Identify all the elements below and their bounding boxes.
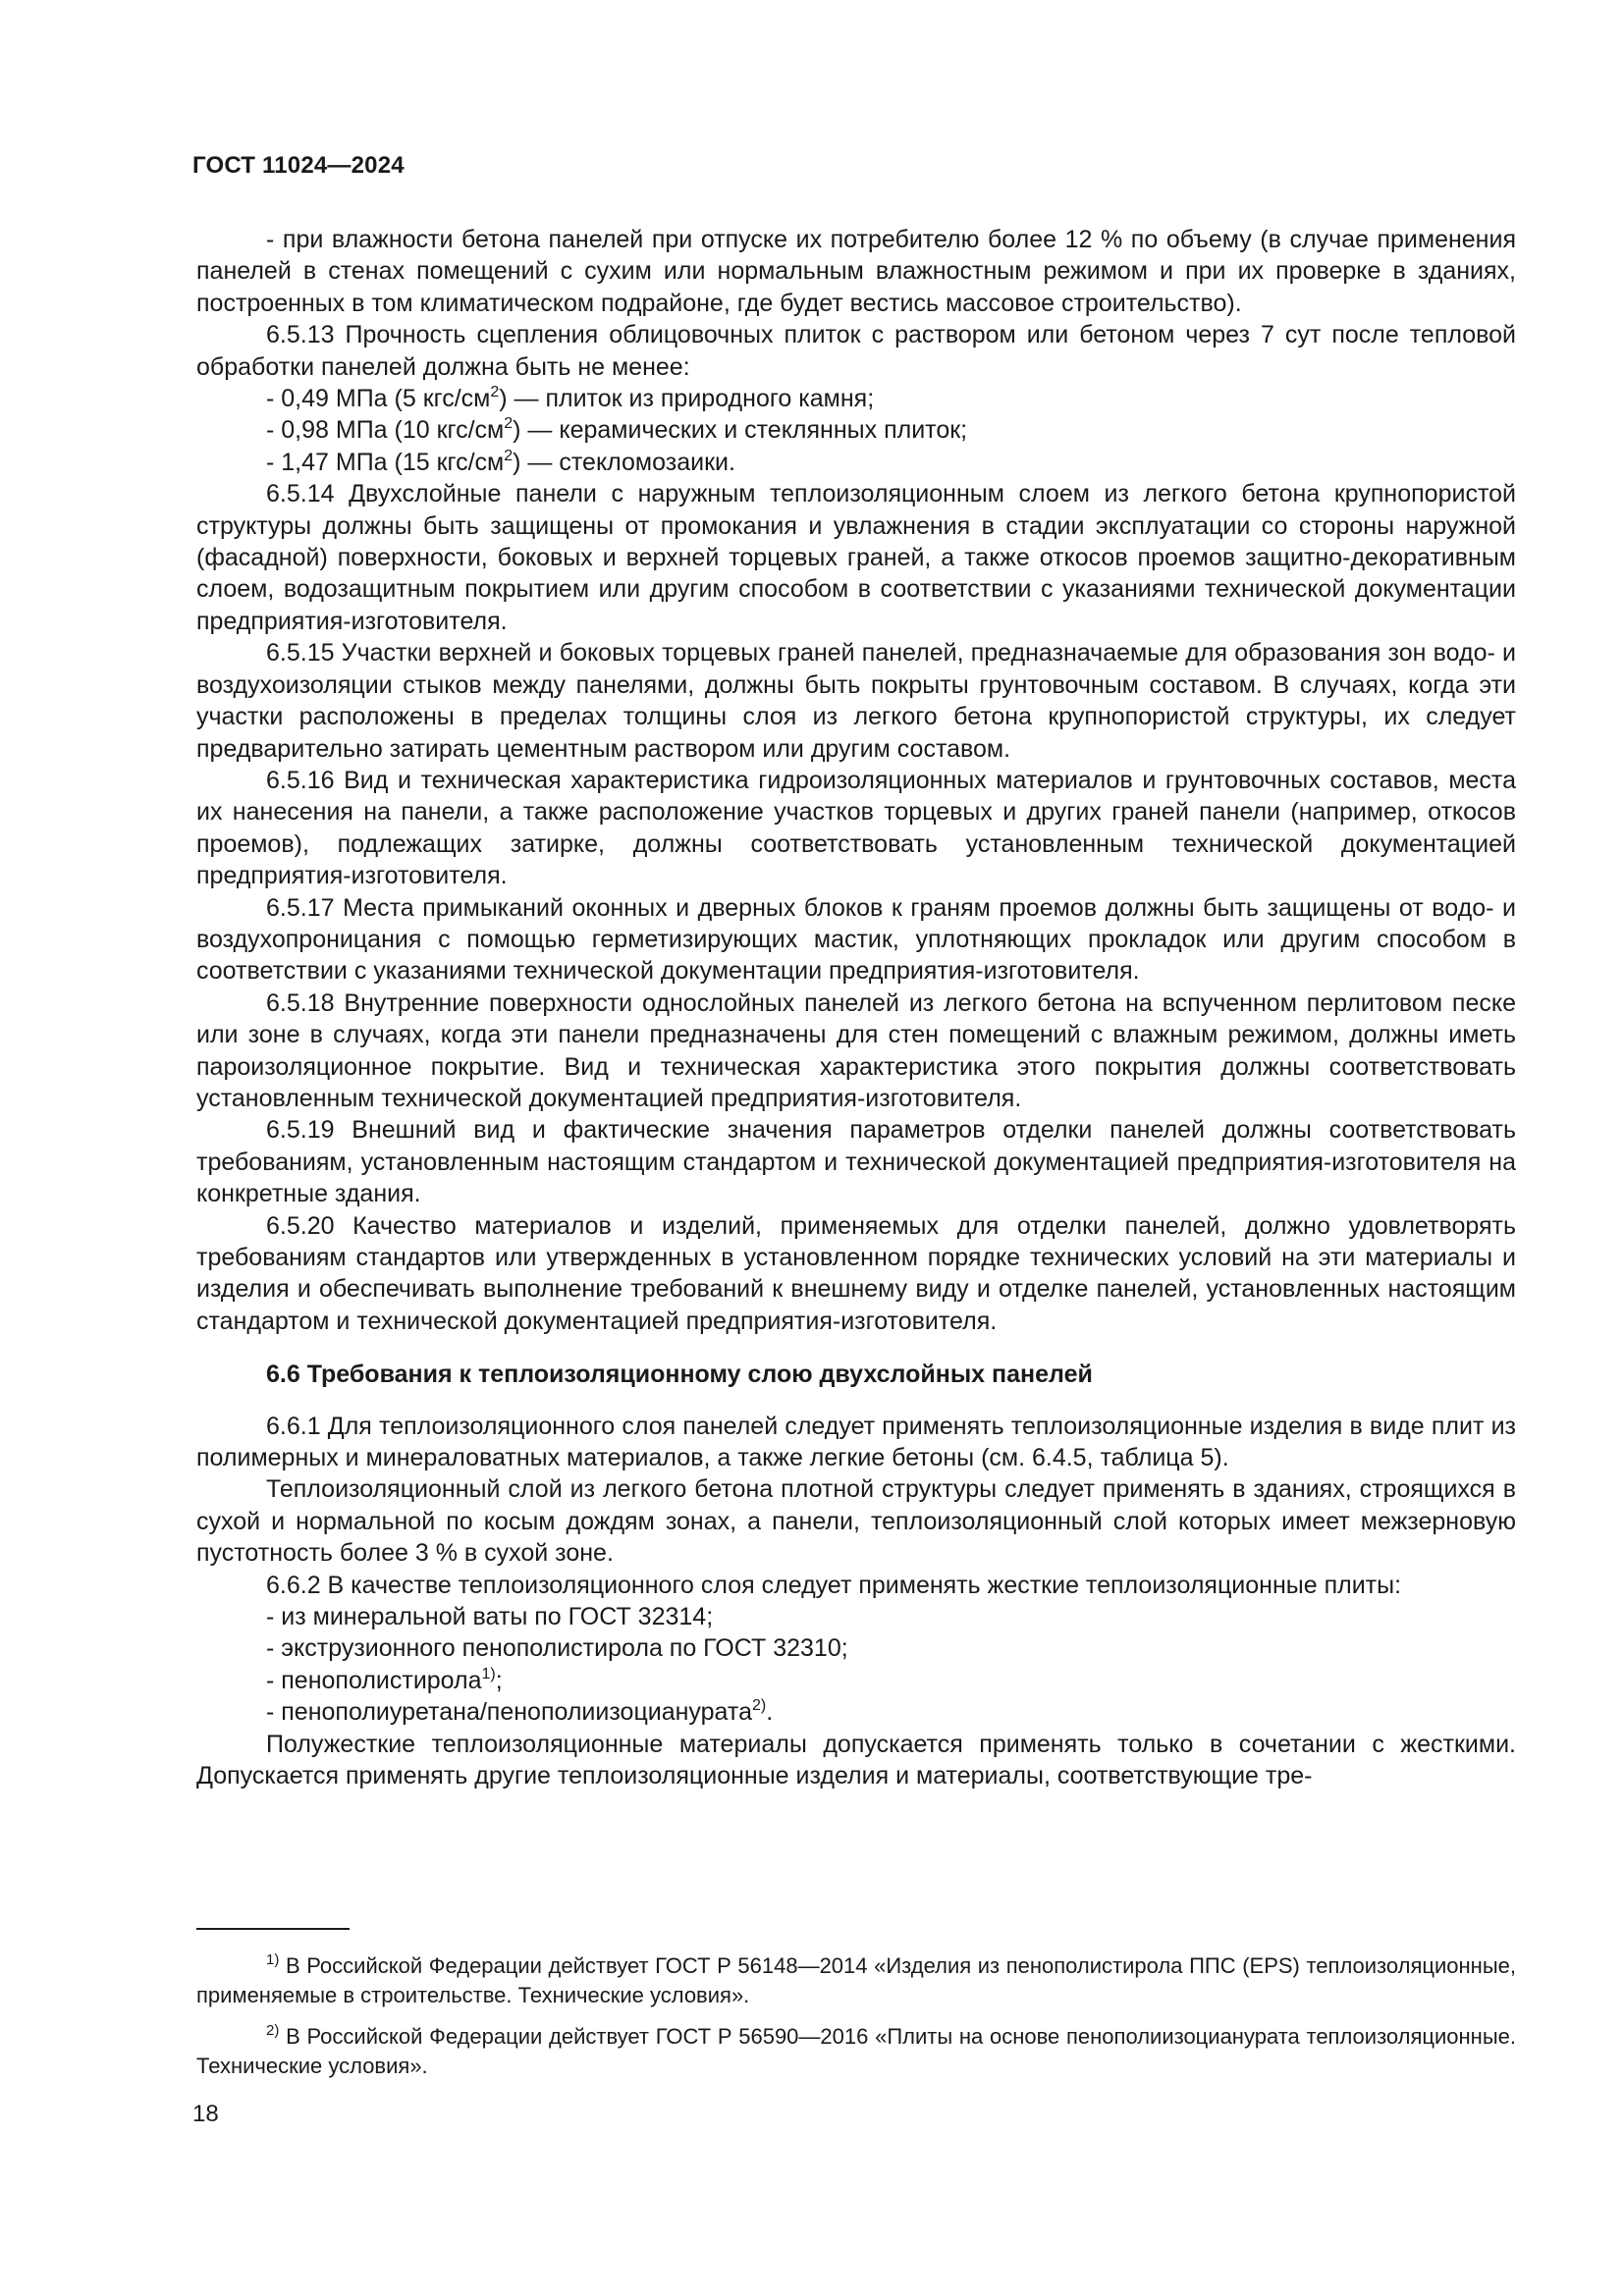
paragraph-6-5-19: 6.5.19 Внешний вид и фактические значения параметров отделки панелей должны соответствовать требованиям, установленным настоящим стандартом и технической документацией предприятия-изготовителя на конкретные здания.: [196, 1116, 1516, 1208]
square-exponent: 2: [490, 384, 500, 401]
list-item-098: [196, 414, 1516, 446]
paragraph-6-5-18: 6.5.18 Внутренние поверхности однослойных панелей из легкого бетона на вспученном перлитовом песке или зоне в случаях, когда эти панели предназначены для стен помещений с влажным режимом, должны иметь пароизоляционное покрытие. Вид и техническая характеристика этого покрытия должны соответствовать установленным технической документацией предприятия-изготовителя.: [196, 988, 1516, 1112]
list-item-extruded-eps: - экструзионного пенополистирола по ГОСТ 32310;: [266, 1634, 848, 1663]
list-item-098-end: ) — керамических и стеклянных плиток;: [513, 416, 968, 445]
main-text: [196, 224, 1516, 1792]
paragraph-6-5-20: 6.5.20 Качество материалов и изделий, применяемых для отделки панелей, должно удовлетворять требованиям стандартов или утвержденных в установленном порядке технических условий на эти материалы и изделия и обеспечивать выполнение требований к внешнему виду и отделке панелей, установленных настоящим стандартом и технической документацией предприятия-изготовителя.: [196, 1211, 1516, 1335]
list-item-098-start: - 0,98 МПа (10 кгс/см: [266, 416, 505, 445]
list-item-pur-text: - пенополиуретана/пенополиизоцианурата: [266, 1698, 752, 1727]
paragraph-moisture: - при влажности бетона панелей при отпуске их потребителю более 12 % по объему (в случае применения панелей в стенах помещений с сухим или нормальным влажностным режимом и при их проверке в зданиях, построенных в том климатическом подрайоне, где будет вестись массовое строительство).: [196, 226, 1516, 317]
list-item-049: [196, 383, 1516, 414]
list-item-eps: [196, 1665, 1516, 1696]
footnote-mark: 2): [266, 2022, 280, 2039]
footnote-mark: 1): [266, 1951, 280, 1968]
paragraph-6-5-13: 6.5.13 Прочность сцепления облицовочных плиток с раствором или бетоном через 7 сут после тепловой обработки панелей должна быть не менее:: [196, 321, 1516, 381]
list-item-147-start: - 1,47 МПа (15 кгс/см: [266, 448, 505, 476]
paragraph-6-6-2: 6.6.2 В качестве теплоизоляционного слоя следует применять жесткие теплоизоляционные плиты:: [266, 1571, 1402, 1599]
section-heading-6-6: 6.6 Требования к теплоизоляционному слою двухслойных панелей: [266, 1361, 1093, 1389]
page-number: 18: [192, 2101, 219, 2127]
list-item-049-start: - 0,49 МПа (5 кгс/см: [266, 385, 491, 413]
square-exponent: 2: [504, 447, 514, 464]
paragraph-6-6-1: 6.6.1 Для теплоизоляционного слоя панелей следует применять теплоизоляционные изделия в виде плит из полимерных и минераловатных материалов, а также легкие бетоны (см. 6.4.5, таблица 5).: [196, 1412, 1516, 1472]
list-item-147: [196, 447, 1516, 478]
footnote-1: [196, 1951, 1516, 2010]
document-code-header: ГОСТ 11024—2024: [192, 152, 405, 179]
list-item-eps-end: ;: [495, 1666, 503, 1694]
footnotes: [196, 1951, 1516, 2093]
list-item-pur: [196, 1696, 1516, 1728]
paragraph-6-5-15: 6.5.15 Участки верхней и боковых торцевых граней панелей, предназначаемые для образования зон водо- и воздухоизоляции стыков между панелями, должны быть покрыты грунтовочным составом. В случаях, когда эти участки расположены в пределах толщины слоя из легкого бетона крупнопористой структуры, их следует предварительно затирать цементным раствором или другим составом.: [196, 639, 1516, 763]
footnote-2: [196, 2022, 1516, 2081]
list-item-eps-text: - пенополистирола: [266, 1666, 482, 1694]
list-item-pur-end: .: [766, 1698, 774, 1727]
list-item-mineral-wool: - из минеральной ваты по ГОСТ 32314;: [266, 1603, 714, 1631]
footnote-separator: [196, 1928, 350, 1930]
paragraph-semi-rigid: Полужесткие теплоизоляционные материалы допускается применять только в сочетании с жесткими. Допускается применять другие теплоизоляционные изделия и материалы, соответствующие тре-: [196, 1730, 1516, 1790]
paragraph-6-5-16: 6.5.16 Вид и техническая характеристика гидроизоляционных материалов и грунтовочных составов, места их нанесения на панели, а также расположение участков торцевых и других граней панели (например, откосов проемов), подлежащих затирке, должны соответствовать установленным технической документацией предприятия-изготовителя.: [196, 766, 1516, 890]
paragraph-6-5-14: 6.5.14 Двухслойные панели с наружным теплоизоляционным слоем из легкого бетона крупнопористой структуры должны быть защищены от промокания и увлажнения в стадии эксплуатации со стороны наружной (фасадной) поверхности, боковых и верхней торцевых граней, а также откосов проемов защитно-декоративным слоем, водозащитным покрытием или другим способом в соответствии с указаниями технической документации предприятия-изготовителя.: [196, 480, 1516, 635]
footnote-ref-1: 1): [481, 1665, 496, 1682]
list-item-147-end: ) — стекломозаики.: [513, 448, 735, 476]
list-item-049-end: ) — плиток из природного камня;: [499, 385, 875, 413]
paragraph-layer: Теплоизоляционный слой из легкого бетона плотной структуры следует применять в зданиях, строящихся в сухой и нормальной по косым дождям зонах, а панели, теплоизоляционный слой которых имеет межзерновую пустотность более 3 % в сухой зоне.: [196, 1475, 1516, 1568]
square-exponent: 2: [504, 415, 514, 433]
footnote-ref-2: 2): [751, 1697, 767, 1715]
footnote-text: В Российской Федерации действует ГОСТ Р 56148—2014 «Изделия из пенополистирола ППС (EPS) теплоизоляционные, применяемые в строительстве. Технические условия».: [196, 1953, 1516, 2007]
footnote-text: В Российской Федерации действует ГОСТ Р 56590—2016 «Плиты на основе пенополиизоцианурата теплоизоляционные. Технические условия».: [196, 2024, 1516, 2078]
paragraph-6-5-17: 6.5.17 Места примыканий оконных и дверных блоков к граням проемов должны быть защищены от водо- и воздухопроницания с помощью герметизирующих мастик, уплотняющих прокладок или другим способом в соответствии с указаниями технической документации предприятия-изготовителя.: [196, 893, 1516, 986]
